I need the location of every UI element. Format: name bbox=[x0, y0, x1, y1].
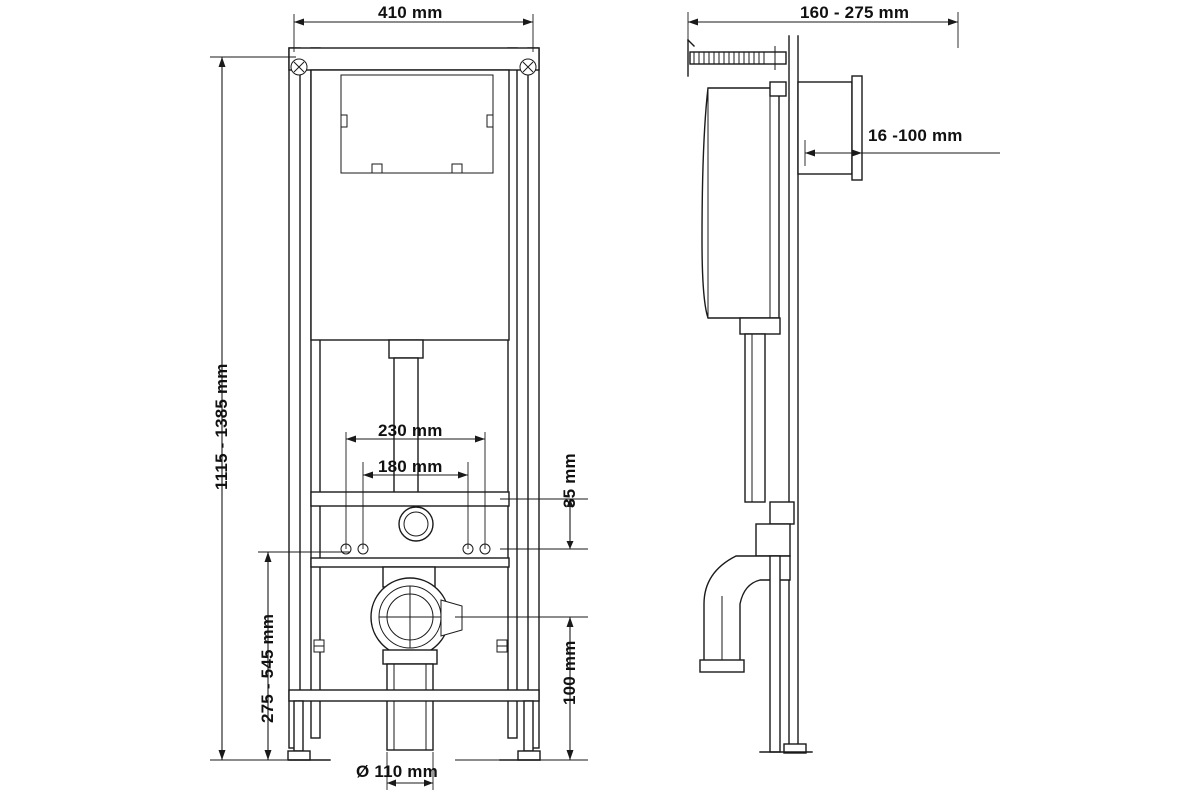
front-view-geometry bbox=[288, 48, 540, 760]
dimension-label-bolt-spacing-180: 180 mm bbox=[378, 457, 443, 476]
dimension-label-depth-range: 160 - 275 mm bbox=[800, 3, 910, 22]
dimension-label-outlet-diameter: Ø 110 mm bbox=[356, 762, 438, 781]
dimension-label-height-total: 1115 - 1385 mm bbox=[212, 363, 231, 490]
dimension-label-width-top: 410 mm bbox=[378, 3, 443, 22]
side-view-geometry bbox=[688, 36, 862, 753]
dimension-label-offset-35: 35 mm bbox=[560, 453, 579, 508]
dimension-label-bolt-spacing-230: 230 mm bbox=[378, 421, 443, 440]
dimension-label-height-100: 100 mm bbox=[560, 640, 579, 705]
dimension-label-height-outlet: 275 - 545 mm bbox=[258, 613, 277, 723]
dimension-label-wall-offset: 16 -100 mm bbox=[868, 126, 963, 145]
